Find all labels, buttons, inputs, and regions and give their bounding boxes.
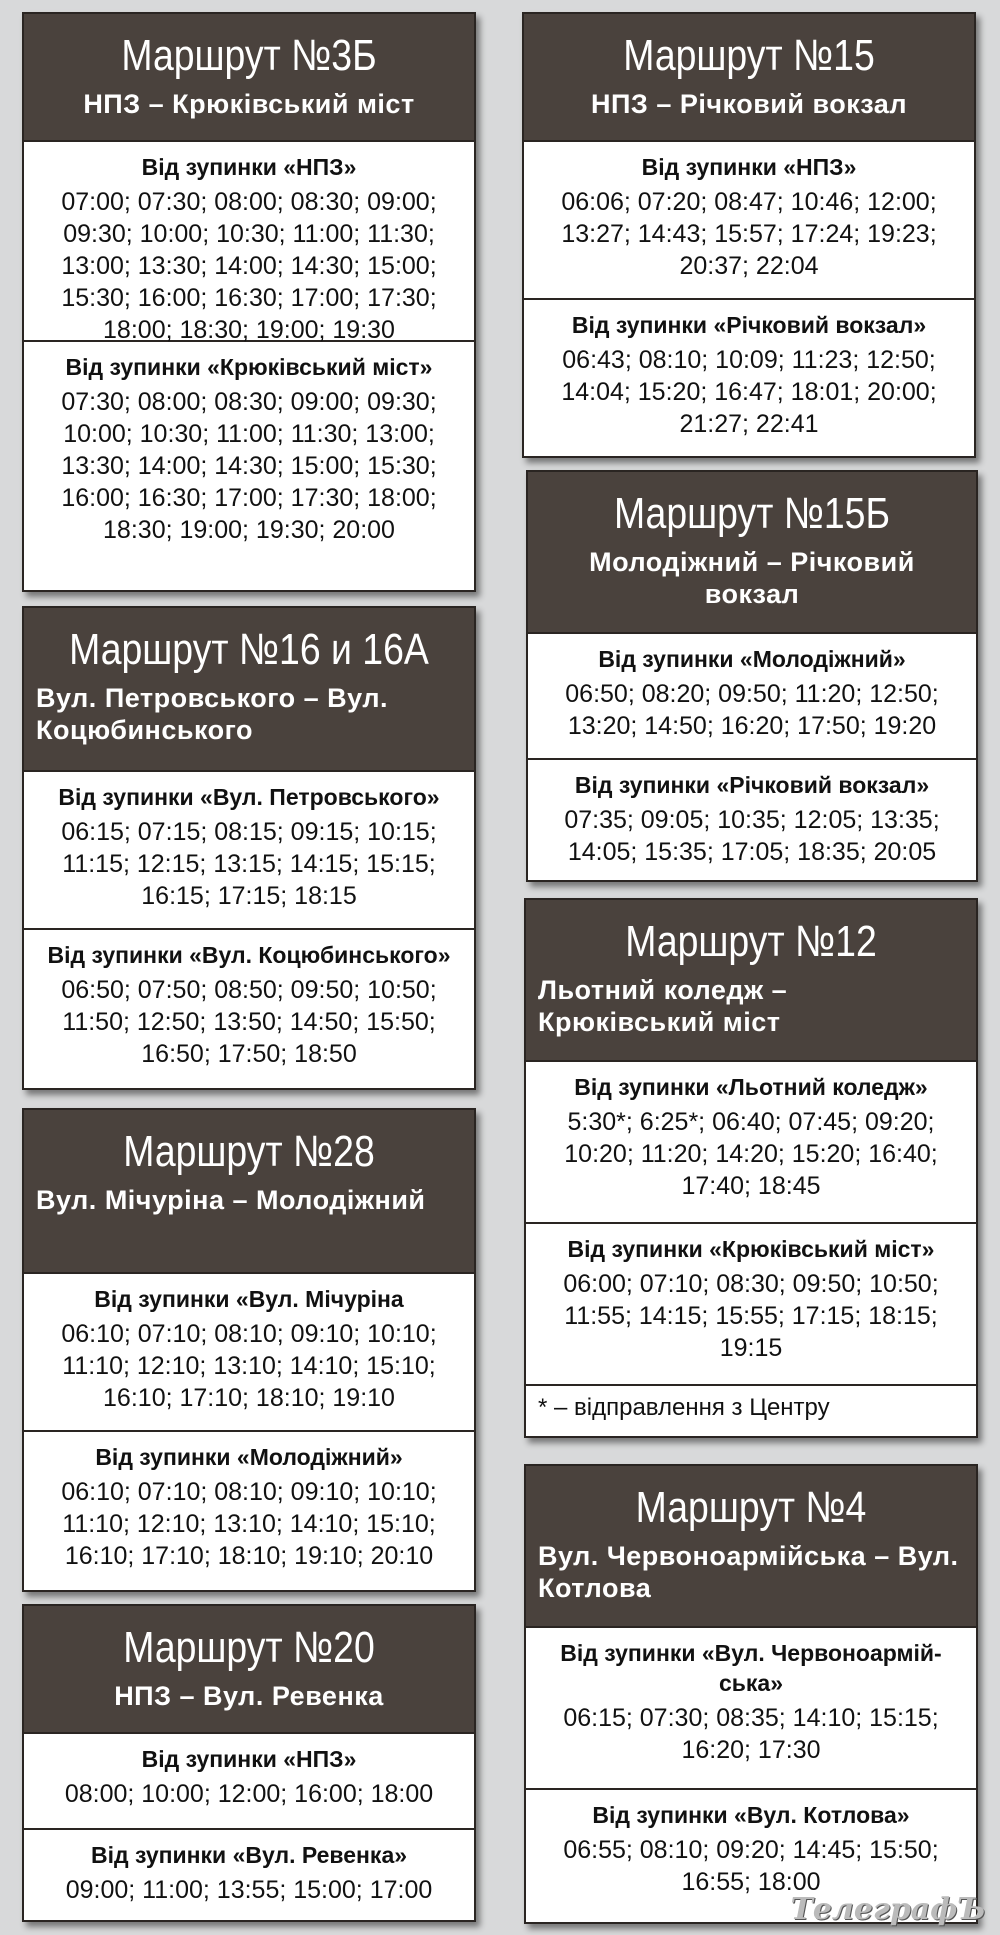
route-card-12 [524, 898, 978, 1438]
route-title: Маршрут №15 [623, 31, 875, 80]
route-card-20 [22, 1604, 476, 1922]
stop-schedule [24, 1732, 474, 1828]
stop-times: 06:00; 07:10; 08:30; 09:50; 10:50; 11:55; 14:15; 15:55; 17:15; 18:15; 19:15 [563, 1270, 939, 1362]
stop-times: 06:55; 08:10; 09:20; 14:45; 15:50; 16:55; 18:00 [563, 1836, 939, 1896]
stop-schedule [526, 1060, 976, 1222]
stop-schedule [526, 1788, 976, 1908]
stop-times: 06:15; 07:15; 08:15; 09:15; 10:15; 11:15; 12:15; 13:15; 14:15; 15:15; 16:15; 17:15; 18:15 [61, 818, 437, 910]
route-card-28 [22, 1108, 476, 1592]
stop-schedule [24, 770, 474, 928]
stop-times: 07:00; 07:30; 08:00; 08:30; 09:00; 09:30; 10:00; 10:30; 11:00; 11:30; 13:00; 13:30; 14:00; 14:30; 15:00; 15:30; 16:00; 16:30; 17:00; 17:30; 18:00; 18:30; 19:00; 19:30 [61, 188, 437, 344]
stop-title: Від зупинки «Молодіжний» [95, 1444, 403, 1470]
stop-times: 5:30*; 6:25*; 06:40; 07:45; 09:20; 10:20; 11:20; 14:20; 15:20; 16:40; 17:40; 18:45 [564, 1108, 938, 1200]
route-header [526, 1466, 976, 1626]
route-subtitle: Вул. Мічуріна – Молодіжний [36, 1185, 426, 1215]
stop-schedule [526, 1222, 976, 1384]
stop-times: 06:10; 07:10; 08:10; 09:10; 10:10; 11:10; 12:10; 13:10; 14:10; 15:10; 16:10; 17:10; 18:10; 19:10; 20:10 [61, 1478, 437, 1570]
stop-schedule [24, 1272, 474, 1430]
stop-times: 06:10; 07:10; 08:10; 09:10; 10:10; 11:10; 12:10; 13:10; 14:10; 15:10; 16:10; 17:10; 18:10; 19:10 [61, 1320, 437, 1412]
stop-times: 08:00; 10:00; 12:00; 16:00; 18:00 [64, 1780, 434, 1808]
stop-title: Від зупинки «Вул. Петровського» [58, 784, 440, 810]
stop-times: 07:30; 08:00; 08:30; 09:00; 09:30; 10:00; 10:30; 11:00; 11:30; 13:00; 13:30; 14:00; 14:30; 15:00; 15:30; 16:00; 16:30; 17:00; 17:30; 18:00; 18:30; 19:00; 19:30; 20:00 [61, 388, 437, 544]
route-header [526, 900, 976, 1060]
route-title: Маршрут №4 [635, 1483, 867, 1532]
stop-schedule [24, 140, 474, 344]
route-card-15 [522, 12, 976, 458]
stop-times: 06:15; 07:30; 08:35; 14:10; 15:15; 16:20; 17:30 [563, 1704, 939, 1764]
stop-schedule [524, 298, 974, 450]
route-title: Маршрут №3Б [121, 31, 377, 80]
stop-schedule [528, 632, 976, 758]
route-subtitle: НПЗ – Вул. Ревенка [114, 1681, 384, 1711]
stop-times: 07:35; 09:05; 10:35; 12:05; 13:35; 14:05; 15:35; 17:05; 18:35; 20:05 [564, 806, 940, 866]
stop-title: Від зупинки «Вул. Котлова» [592, 1802, 910, 1828]
route-title: Маршрут №15Б [613, 489, 891, 538]
route-card-4 [524, 1464, 978, 1924]
route-card-15b [526, 470, 978, 882]
stop-title: Від зупинки «НПЗ» [141, 154, 357, 180]
stop-schedule [526, 1626, 976, 1788]
route-header [24, 608, 474, 770]
stop-title: Від зупинки «Вул. Коцюбинського» [47, 942, 451, 968]
stop-schedule [24, 340, 474, 556]
stop-schedule [528, 758, 976, 878]
stop-schedule [24, 1828, 474, 1916]
route-card-3b [22, 12, 476, 592]
route-title: Маршрут №12 [625, 917, 877, 966]
route-title: Маршрут №16 и 16А [69, 625, 429, 674]
stop-times: 06:43; 08:10; 10:09; 11:23; 12:50; 14:04; 15:20; 16:47; 18:01; 20:00; 21:27; 22:41 [561, 346, 937, 438]
stop-title: Від зупинки «Вул. Мічуріна [94, 1286, 404, 1312]
route-subtitle: Льотний коледж – Крюківський міст [538, 975, 788, 1037]
stop-title: Від зупинки «Льотний коледж» [574, 1074, 928, 1100]
stop-title: Від зупинки «НПЗ» [141, 1746, 357, 1772]
route-subtitle: Вул. Червоноармійська – Вул. Котлова [538, 1541, 959, 1603]
stop-title: Від зупинки «НПЗ» [641, 154, 857, 180]
stop-title: Від зупинки «Молодіжний» [598, 646, 906, 672]
stop-title: Від зупинки «Вул. Ревенка» [90, 1842, 408, 1868]
stop-times: 09:00; 11:00; 13:55; 15:00; 17:00 [65, 1876, 433, 1904]
route-subtitle: Молодіжний – Річковий вокзал [589, 547, 915, 609]
route-header [528, 472, 976, 632]
stop-times: 06:06; 07:20; 08:47; 10:46; 12:00; 13:27; 14:43; 15:57; 17:24; 19:23; 20:37; 22:04 [561, 188, 937, 280]
stop-schedule [24, 1430, 474, 1582]
route-title: Маршрут №28 [123, 1127, 375, 1176]
route-header [24, 1606, 474, 1732]
route-header [524, 14, 974, 140]
stop-title: Від зупинки «Крюківський міст» [65, 354, 433, 380]
footnote: * – відправлення з Центру [526, 1384, 976, 1430]
route-title: Маршрут №20 [123, 1623, 375, 1672]
route-header [24, 14, 474, 140]
route-header [24, 1110, 474, 1272]
stop-title: Від зупинки «Річковий вокзал» [574, 772, 930, 798]
route-subtitle: Вул. Петровського – Вул. Коцюбинського [36, 683, 388, 745]
route-subtitle: НПЗ – Річковий вокзал [591, 89, 907, 119]
stop-title: Від зупинки «Крюківський міст» [567, 1236, 935, 1262]
stop-schedule [524, 140, 974, 298]
stop-title: Від зупинки «Річковий вокзал» [571, 312, 927, 338]
route-card-16 [22, 606, 476, 1090]
stop-title: Від зупинки «Вул. Червоноармій-ська» [560, 1640, 942, 1696]
stop-times: 06:50; 08:20; 09:50; 11:20; 12:50; 13:20; 14:50; 16:20; 17:50; 19:20 [565, 680, 939, 740]
stop-schedule [24, 928, 474, 1080]
watermark-logo: ТелеграфЪ [790, 1892, 986, 1927]
stop-times: 06:50; 07:50; 08:50; 09:50; 10:50; 11:50; 12:50; 13:50; 14:50; 15:50; 16:50; 17:50; 18:50 [61, 976, 437, 1068]
route-subtitle: НПЗ – Крюківський міст [83, 89, 415, 119]
